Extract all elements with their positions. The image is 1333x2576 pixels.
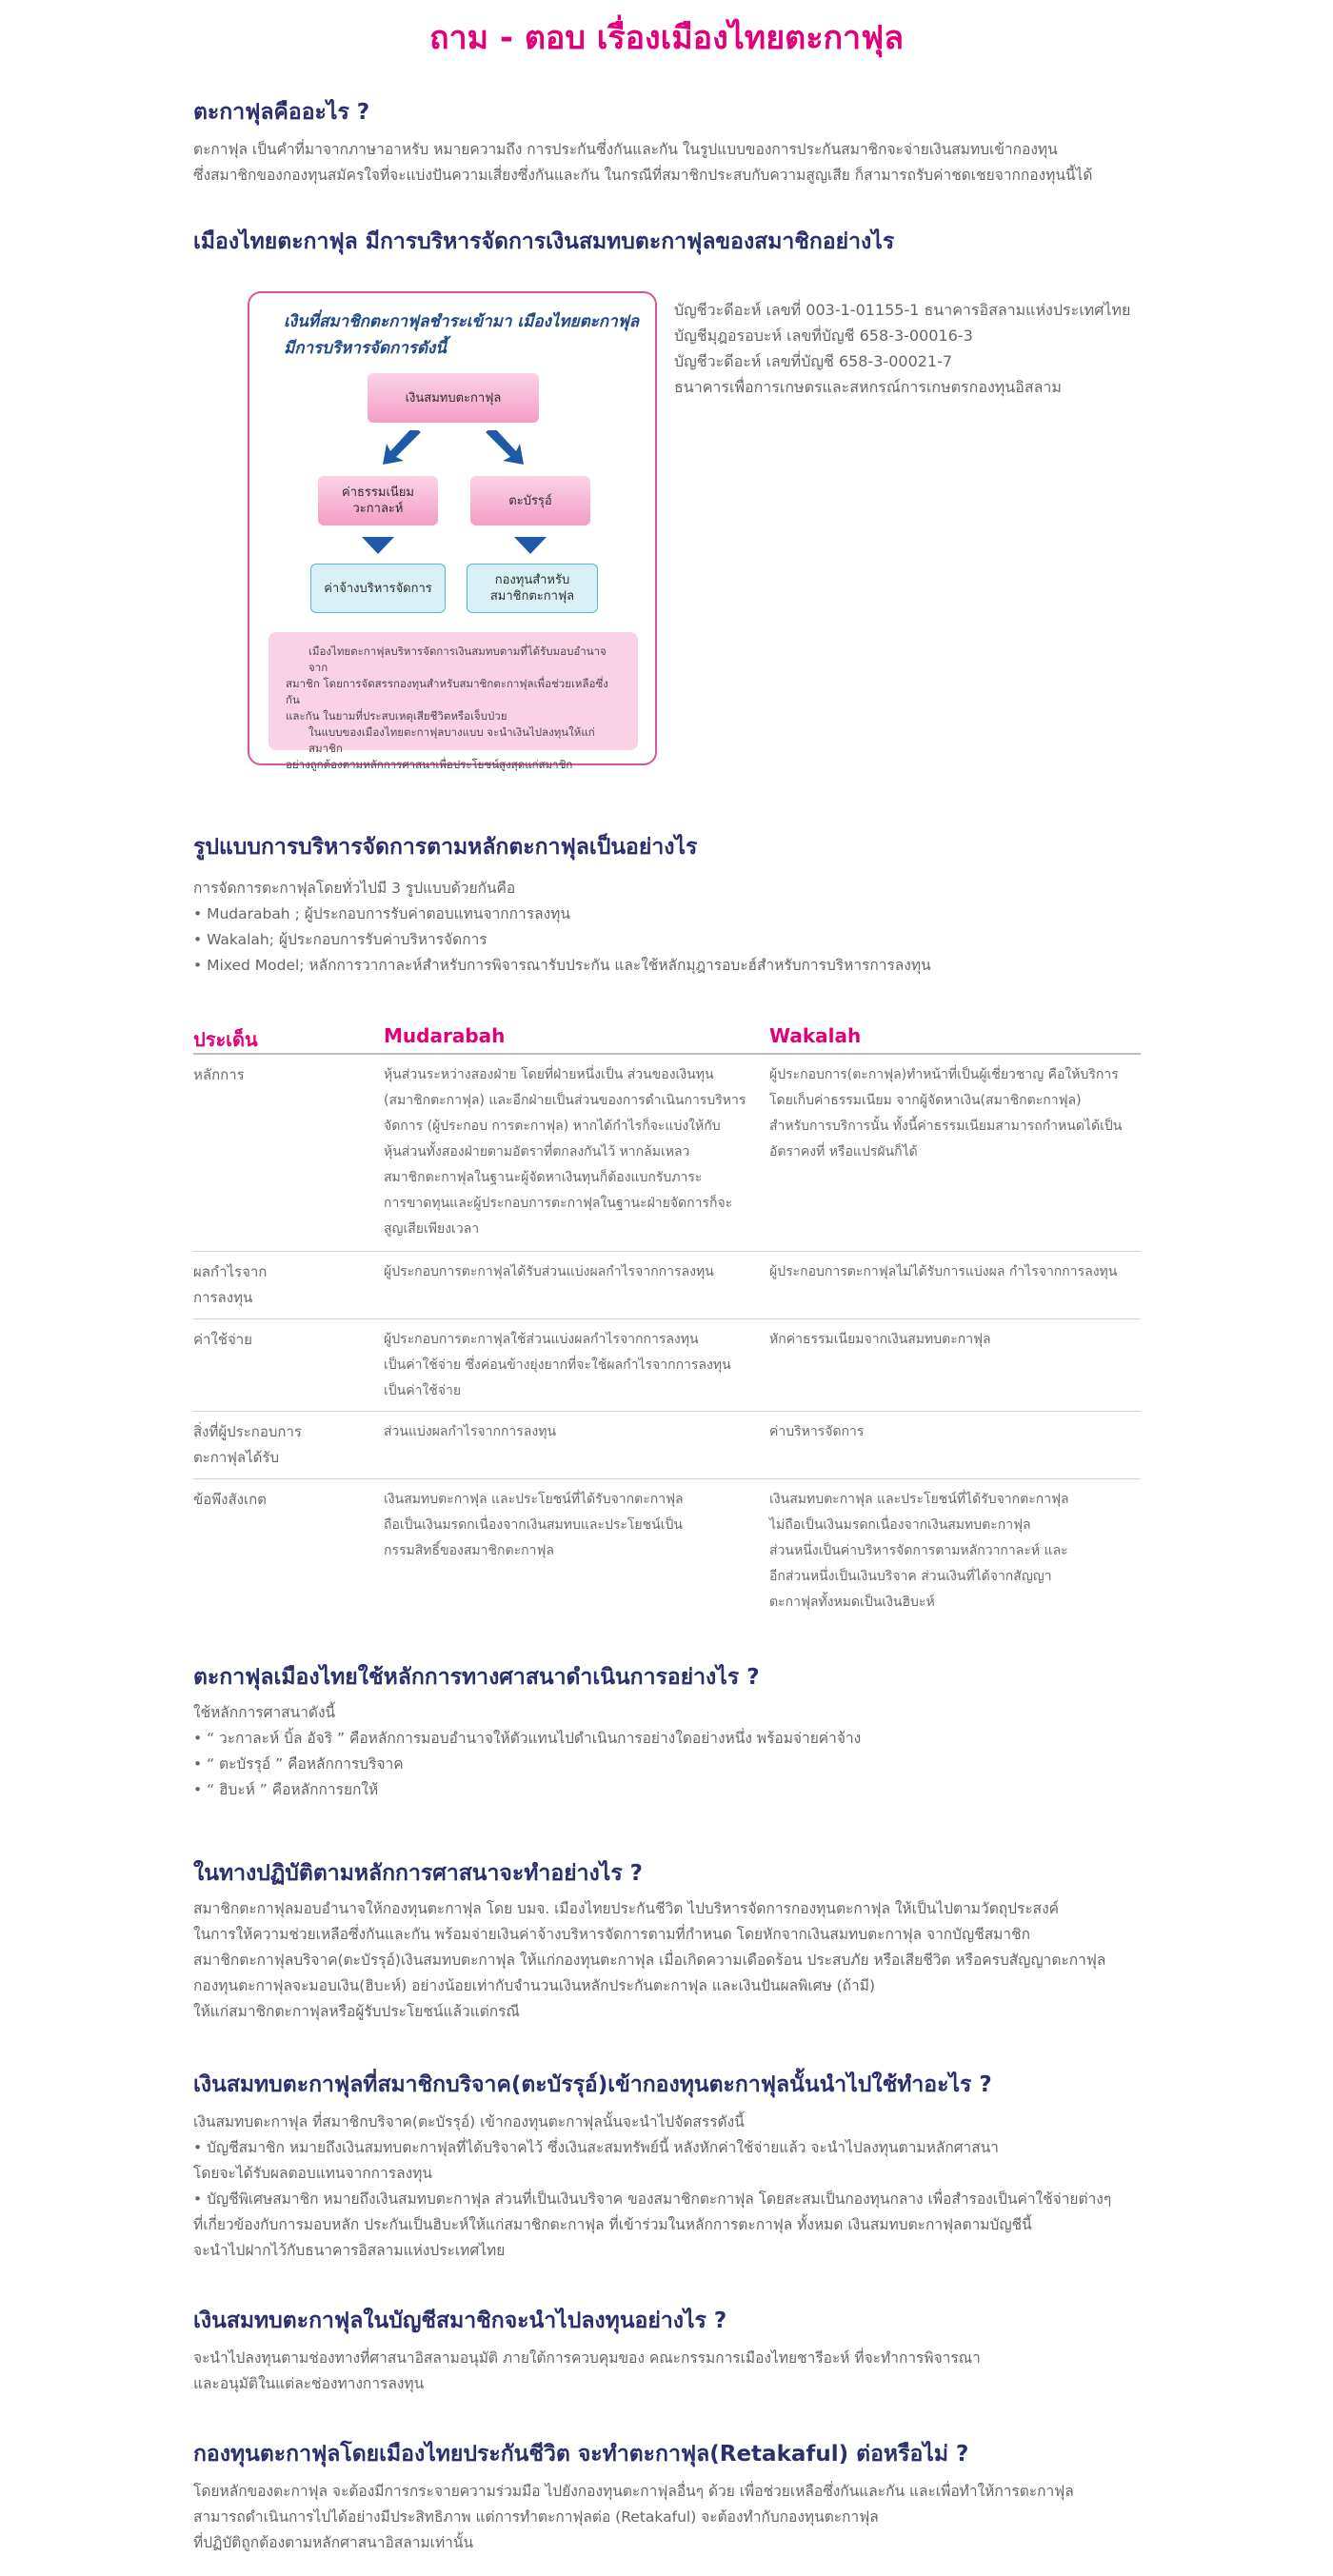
- cell-line: สิ่งที่ผู้ประกอบการ: [193, 1423, 302, 1440]
- cell-line: สำหรับการบริการนั้น ทั้งนี้ค่าธรรมเนียมสามารถกำหนดได้เป็น: [769, 1119, 1123, 1134]
- note-line: ในแบบของเมืองไทยตะกาฟุลบางแบบ จะนำเงินไปลงทุนให้แก่สมาชิก: [308, 725, 595, 755]
- wakalah-fee-box: ค่าธรรมเนียม วะกาละห์: [318, 476, 438, 525]
- bank-account-line: ธนาคารเพื่อการเกษตรและสหกรณ์การเกษตรกองทุนอิสลาม: [674, 378, 1062, 396]
- q7-heading: เงินสมทบตะกาฟุลในบัญชีสมาชิกจะนำไปลงทุนอย่างไร ?: [193, 2308, 727, 2333]
- management-fee-box: ค่าจ้างบริหารจัดการ: [310, 564, 446, 613]
- note-line: อย่างถูกต้องตามหลักการศาสนาเพื่อประโยชน์สูงสุดแก่สมาชิก: [286, 758, 573, 771]
- cell-line: กรรมสิทธิ์ของสมาชิกตะกาฟุล: [384, 1543, 554, 1558]
- table-cell-mudarabah: [384, 1062, 765, 1242]
- q6-heading: เงินสมทบตะกาฟุลที่สมาชิกบริจาค(ตะบัรรุอ์)เข้ากองทุนตะกาฟุลนั้นนำไปใช้ทำอะไร ?: [193, 2072, 992, 2097]
- q8-line: โดยหลักของตะกาฟุล จะต้องมีการกระจายความร่วมมือ ไปยังกองทุนตะกาฟุลอื่นๆ ด้วย เพื่อช่วยเหลือซึ่งกันและกัน และเพื่อทำให้การตะกาฟุล: [193, 2483, 1074, 2500]
- table-cell-mudarabah: [384, 1259, 765, 1285]
- q3-answer: [193, 876, 931, 979]
- cell-line: ผู้ประกอบการตะกาฟุลใช้ส่วนแบ่งผลกำไรจากการลงทุน: [384, 1332, 699, 1347]
- table-cell-mudarabah: [384, 1419, 765, 1445]
- q3-heading: รูปแบบการบริหารจัดการตามหลักตะกาฟุลเป็นอย่างไร: [193, 835, 698, 860]
- member-fund-box: กองทุนสำหรับ สมาชิกตะกาฟุล: [467, 564, 598, 613]
- q1-line: ซึ่งสมาชิกของกองทุนสมัครใจที่จะแบ่งปันความเสี่ยงซึ่งกันและกัน ในกรณีที่สมาชิกประสบกับความสูญเสีย ก็สามารถรับค่าชดเชยจากกองทุนนี้ได้: [193, 167, 1093, 184]
- table-cell-topic: [193, 1419, 374, 1471]
- q4-line: • “ ฮิบะห์ ” คือหลักการยกให้: [193, 1781, 379, 1798]
- q3-line: • Mudarabah ; ผู้ประกอบการรับค่าตอบแทนจากการลงทุน: [193, 905, 570, 922]
- triangle-down-icon: [514, 537, 547, 554]
- cell-line: ถือเป็นเงินมรดกเนื่องจากเงินสมทบและประโยชน์เป็น: [384, 1517, 683, 1533]
- cell-line: ตะกาฟุลทั้งหมดเป็นเงินฮิบะห์: [769, 1595, 935, 1610]
- cell-line: ผลกำไรจาก: [193, 1263, 268, 1280]
- note-line: และกัน ในยามที่ประสบเหตุเสียชีวิตหรือเจ็บป่วย: [286, 709, 507, 723]
- table-row: [193, 1055, 1141, 1252]
- cell-line: ไม่ถือเป็นเงินมรดกเนื่องจากเงินสมทบตะกาฟุล: [769, 1517, 1031, 1533]
- fund-management-infographic: [248, 291, 657, 771]
- infographic-note: [269, 632, 638, 771]
- table-cell-topic: [193, 1327, 374, 1353]
- contribution-box: เงินสมทบตะกาฟุล: [368, 373, 539, 423]
- q6-line: จะนำไปฝากไว้กับธนาคารอิสลามแห่งประเทศไทย: [193, 2242, 506, 2259]
- cell-line: ตะกาฟุลได้รับ: [193, 1449, 279, 1466]
- bank-account-line: บัญชีมุฎอรอบะห์ เลขที่บัญชี 658-3-00016-3: [674, 327, 973, 345]
- q5-line: กองทุนตะกาฟุลจะมอบเงิน(ฮิบะห์) อย่างน้อยเท่ากับจำนวนเงินหลักประกันตะกาฟุล และเงินปันผลพิเศษ (ถ้ามี): [193, 1977, 875, 1994]
- q1-line: ตะกาฟุล เป็นคำที่มาจากภาษาอาหรับ หมายความถึง การประกันซึ่งกันและกัน ในรูปแบบของการประกันสมาชิกจะจ่ายเงินสมทบเข้ากองทุน: [193, 141, 1058, 158]
- q4-heading: ตะกาฟุลเมืองไทยใช้หลักการทางศาสนาดำเนินการอย่างไร ?: [193, 1665, 760, 1690]
- q8-heading: กองทุนตะกาฟุลโดยเมืองไทยประกันชีวิต จะทำตะกาฟุล(Retakaful) ต่อหรือไม่ ?: [193, 2442, 969, 2467]
- table-cell-topic: [193, 1259, 374, 1311]
- page-title: ถาม - ตอบ เรื่องเมืองไทยตะกาฟุล: [428, 19, 905, 57]
- cell-line: จัดการ (ผู้ประกอบ การตะกาฟุล) หากได้กำไรก็จะแบ่งให้กับ: [384, 1119, 721, 1134]
- cell-line: การขาดทุนและผู้ประกอบการตะกาฟุลในฐานะฝ่ายจัดการก็จะ: [384, 1196, 733, 1211]
- cell-line: เป็นค่าใช้จ่าย ซึ่งค่อนข้างยุ่งยากที่จะใช้ผลกำไรจากการลงทุน: [384, 1357, 731, 1373]
- triangle-down-icon: [362, 537, 394, 554]
- cell-line: หลักการ: [193, 1066, 245, 1083]
- cell-line: โดยเก็บค่าธรรมเนียม จากผู้จัดหาเงิน(สมาชิกตะกาฟุล): [769, 1093, 1082, 1108]
- cell-line: หุ้นส่วนระหว่างสองฝ่าย โดยที่ฝ่ายหนึ่งเป็น ส่วนของเงินทุน: [384, 1067, 714, 1082]
- infographic-heading-line: มีการบริหารจัดการดังนี้: [284, 339, 447, 358]
- q4-answer: [193, 1700, 861, 1803]
- q5-line: สมาชิกตะกาฟุลมอบอำนาจให้กองทุนตะกาฟุล โดย บมจ. เมืองไทยประกันชีวิต ไปบริหารจัดการกองทุนตะกาฟุล ให้เป็นไปตามวัตถุประสงค์: [193, 1900, 1060, 1917]
- table-header-topic: ประเด็น: [193, 1028, 258, 1051]
- table-row: [193, 1479, 1141, 1624]
- table-row: [193, 1412, 1141, 1479]
- q6-line: ที่เกี่ยวข้องกับการมอบหลัก ประกันเป็นฮิบะห์ให้แก่สมาชิกตะกาฟุล ที่เข้าร่วมในหลักการตะกาฟุล ทั้งหมด เงินสมทบตะกาฟุลตามบัญชีนี้: [193, 2216, 1032, 2233]
- table-cell-wakalah: [769, 1487, 1141, 1615]
- comparison-table: [193, 1020, 1141, 1624]
- q5-answer: [193, 1896, 1105, 2025]
- q8-answer: [193, 2479, 1074, 2556]
- q5-line: สมาชิกตะกาฟุลบริจาค(ตะบัรรุอ์)เงินสมทบตะกาฟุล ให้แก่กองทุนตะกาฟุล เมื่อเกิดความเดือดร้อน ประสบภัย หรือเสียชีวิต หรือครบสัญญาตะกาฟุล: [193, 1952, 1106, 1969]
- arrow-down-right-icon: [482, 430, 524, 465]
- infographic-heading-line: เงินที่สมาชิกตะกาฟุลชำระเข้ามา เมืองไทยตะกาฟุล: [284, 312, 640, 331]
- q5-heading: ในทางปฏิบัติตามหลักการศาสนาจะทำอย่างไร ?: [193, 1861, 644, 1886]
- q2-heading: เมืองไทยตะกาฟุล มีการบริหารจัดการเงินสมทบตะกาฟุลของสมาชิกอย่างไร: [193, 229, 895, 254]
- cell-line: อีกส่วนหนึ่งเป็นเงินบริจาค ส่วนเงินที่ได้จากสัญญา: [769, 1569, 1052, 1584]
- q6-line: เงินสมทบตะกาฟุล ที่สมาชิกบริจาค(ตะบัรรุอ์) เข้ากองทุนตะกาฟุลนั้นจะนำไปจัดสรรดังนี้: [193, 2113, 745, 2130]
- cell-line: ผู้ประกอบการตะกาฟุลไม่ได้รับการแบ่งผล กำไรจากการลงทุน: [769, 1264, 1118, 1279]
- table-cell-wakalah: [769, 1327, 1141, 1353]
- q6-line: • บัญชีสมาชิก หมายถึงเงินสมทบตะกาฟุลที่ได้บริจาคไว้ ซึ่งเงินสะสมทรัพย์นี้ หลังหักค่าใช้จ่ายแล้ว จะนำไปลงทุนตามหลักศาสนา: [193, 2139, 1000, 2156]
- cell-line: ส่วนหนึ่งเป็นค่าบริหารจัดการตามหลักวากาละห์ และ: [769, 1543, 1068, 1558]
- infographic-heading: [284, 308, 646, 362]
- bank-account-line: บัญชีวะดีอะห์ เลขที่ 003-1-01155-1 ธนาคารอิสลามแห่งประเทศไทย: [674, 301, 1131, 319]
- table-header: [193, 1020, 1141, 1055]
- q4-line: • “ ตะบัรรุอ์ ” คือหลักการบริจาค: [193, 1755, 404, 1773]
- cell-line: สูญเสียเพียงเวลา: [384, 1221, 480, 1237]
- q1-heading: ตะกาฟุลคืออะไร ?: [193, 100, 370, 125]
- cell-line: เป็นค่าใช้จ่าย: [384, 1383, 462, 1398]
- cell-line: ค่าใช้จ่าย: [193, 1331, 252, 1348]
- q1-answer: [193, 137, 1092, 188]
- cell-line: เงินสมทบตะกาฟุล และประโยชน์ที่ได้รับจากตะกาฟุล: [769, 1492, 1069, 1507]
- table-row: [193, 1319, 1141, 1412]
- q8-line: ที่ปฏิบัติถูกต้องตามหลักศาสนาอิสลามเท่านั้น: [193, 2534, 474, 2551]
- cell-line: หุ้นส่วนทั้งสองฝ่ายตามอัตราที่ตกลงกันไว้ หากล้มเหลว: [384, 1144, 690, 1159]
- table-cell-mudarabah: [384, 1487, 765, 1564]
- cell-line: (สมาชิกตะกาฟุล) และอีกฝ่ายเป็นส่วนของการดำเนินการบริหาร: [384, 1093, 746, 1108]
- note-line: สมาชิก โดยการจัดสรรกองทุนสำหรับสมาชิกตะกาฟุลเพื่อช่วยเหลือซึ่งกัน: [286, 677, 608, 706]
- table-cell-mudarabah: [384, 1327, 765, 1404]
- q5-line: ให้แก่สมาชิกตะกาฟุลหรือผู้รับประโยชน์แล้วแต่กรณี: [193, 2003, 520, 2020]
- table-cell-wakalah: [769, 1419, 1141, 1445]
- q6-answer: [193, 2110, 1111, 2264]
- q8-line: สามารถดำเนินการไปได้อย่างมีประสิทธิภาพ แต่การทำตะกาฟุลต่อ (Retakaful) จะต้องทำกับกองทุนตะกาฟุล: [193, 2508, 879, 2526]
- cell-line: ข้อพึงสังเกต: [193, 1491, 267, 1508]
- bank-accounts: [674, 297, 1130, 400]
- q3-line: • Mixed Model; หลักการวากาละห์สำหรับการพิจารณารับประกัน และใช้หลักมุฎารอบะฮ์สำหรับการบริหารการลงทุน: [193, 957, 931, 974]
- cell-line: ค่าบริหารจัดการ: [769, 1424, 865, 1439]
- note-line: เมืองไทยตะกาฟุลบริหารจัดการเงินสมทบตามที่ได้รับมอบอำนาจจาก: [308, 644, 607, 674]
- bank-account-line: บัญชีวะดีอะห์ เลขที่บัญชี 658-3-00021-7: [674, 352, 953, 370]
- q6-line: โดยจะได้รับผลตอบแทนจากการลงทุน: [193, 2165, 432, 2182]
- table-header-wakalah: Wakalah: [769, 1024, 862, 1047]
- cell-line: อัตราคงที่ หรือแปรผันก็ได้: [769, 1144, 918, 1159]
- q3-line: การจัดการตะกาฟุลโดยทั่วไปมี 3 รูปแบบด้วยกันคือ: [193, 880, 516, 897]
- table-header-mudarabah: Mudarabah: [384, 1024, 506, 1047]
- cell-line: ผู้ประกอบการ(ตะกาฟุล)ทำหน้าที่เป็นผู้เชี่ยวชาญ คือให้บริการ: [769, 1067, 1119, 1082]
- table-cell-topic: [193, 1062, 374, 1088]
- q7-answer: [193, 2346, 981, 2397]
- cell-line: สมาชิกตะกาฟุลในฐานะผู้จัดหาเงินทุนก็ต้องแบกรับภาระ: [384, 1170, 703, 1185]
- q7-line: จะนำไปลงทุนตามช่องทางที่ศาสนาอิสลามอนุมัติ ภายใต้การควบคุมของ คณะกรรมการเมืองไทยชารีอะห์ ที่จะทำการพิจารณา: [193, 2349, 981, 2367]
- tabarru-box: ตะบัรรุอ์: [470, 476, 590, 525]
- q3-line: • Wakalah; ผู้ประกอบการรับค่าบริหารจัดการ: [193, 931, 487, 948]
- cell-line: ผู้ประกอบการตะกาฟุลได้รับส่วนแบ่งผลกำไรจากการลงทุน: [384, 1264, 714, 1279]
- cell-line: ส่วนแบ่งผลกำไรจากการลงทุน: [384, 1424, 557, 1439]
- q7-line: และอนุมัติในแต่ละช่องทางการลงทุน: [193, 2375, 425, 2392]
- arrow-down-left-icon: [383, 430, 425, 465]
- q4-line: • “ วะกาละห์ บิ้ล อัจริ ” คือหลักการมอบอำนาจให้ตัวแทนไปดำเนินการอย่างใดอย่างหนึ่ง พร้อมจ่ายค่าจ้าง: [193, 1730, 862, 1747]
- q5-line: ในการให้ความช่วยเหลือซึ่งกันและกัน พร้อมจ่ายเงินค่าจ้างบริหารจัดการตามที่กำหนด โดยหักจากเงินสมทบตะกาฟุล จากบัญชีสมาชิก: [193, 1926, 1031, 1943]
- table-row: [193, 1252, 1141, 1319]
- cell-line: การลงทุน: [193, 1289, 253, 1306]
- cell-line: หักค่าธรรมเนียมจากเงินสมทบตะกาฟุล: [769, 1332, 991, 1347]
- table-cell-wakalah: [769, 1259, 1141, 1285]
- table-cell-topic: [193, 1487, 374, 1513]
- cell-line: เงินสมทบตะกาฟุล และประโยชน์ที่ได้รับจากตะกาฟุล: [384, 1492, 684, 1507]
- q4-line: ใช้หลักการศาสนาดังนี้: [193, 1704, 336, 1721]
- table-cell-wakalah: [769, 1062, 1141, 1165]
- q6-line: • บัญชีพิเศษสมาชิก หมายถึงเงินสมทบตะกาฟุล ส่วนที่เป็นเงินบริจาค ของสมาชิกตะกาฟุล โดยสะสมเป็นกองทุนกลาง เพื่อสำรองเป็นค่าใช้จ่ายต่างๆ: [193, 2190, 1112, 2208]
